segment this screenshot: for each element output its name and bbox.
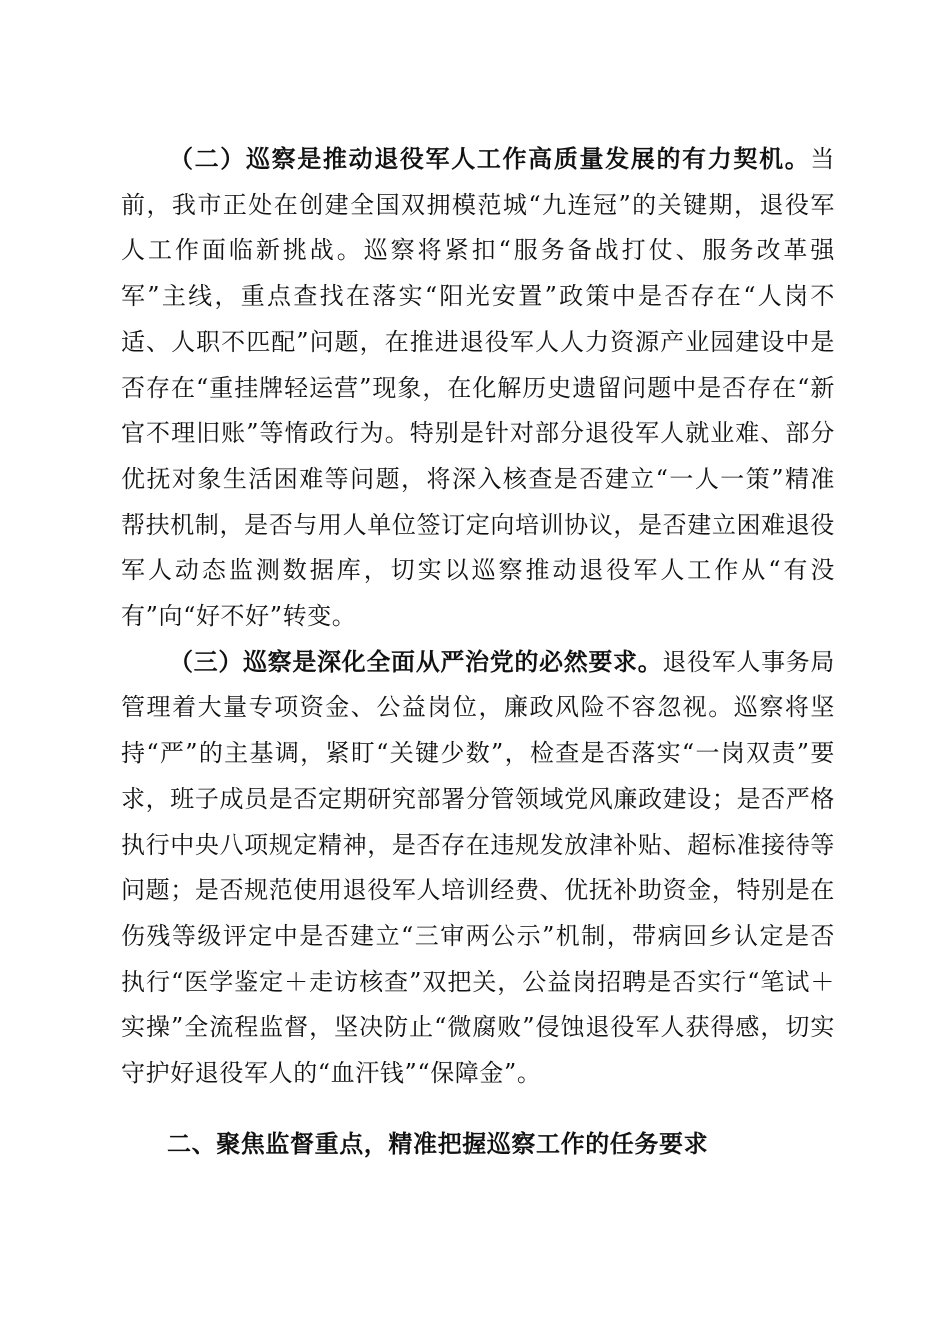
paragraph-2-body: 当前，我市正处在创建全国双拥模范城“九连冠”的关键期，退役军人工作面临新挑战。巡察将紧扣“服务备战打仗、服务改革强军”主线，重点查找在落实“阳光安置”政策中是否存在“人岗不适、人职不匹配”问题，在推进退役军人人力资源产业园建设中是否存在“重挂牌轻运营”现象，在化解历史遗留问题中是否存在“新官不理旧账”等惰政行为。特别是针对部分退役军人就业难、部分优抚对象生活困难等问题，将深入核查是否建立“一人一策”精准帮扶机制，是否与用人单位签订定向培训协议，是否建立困难退役军人动态监测数据库，切实以巡察推动退役军人工作从“有没有”向“好不好”转变。 (121, 145, 835, 631)
document-body (121, 137, 835, 1097)
paragraph-3-lead: （三）巡察是深化全面从严治党的必然要求。 (169, 647, 663, 676)
section-heading: 二、聚焦监督重点，精准把握巡察工作的任务要求 (167, 1130, 709, 1158)
paragraph-3-body: 退役军人事务局管理着大量专项资金、公益岗位，廉政风险不容忽视。巡察将坚持“严”的主基调，紧盯“关键少数”，检查是否落实“一岗双责”要求，班子成员是否定期研究部署分管领域党风廉政建设；是否严格执行中央八项规定精神，是否存在违规发放津补贴、超标准接待等问题；是否规范使用退役军人培训经费、优抚补助资金，特别是在伤残等级评定中是否建立“三审两公示”机制，带病回乡认定是否执行“医学鉴定＋走访核查”双把关，公益岗招聘是否实行“笔试＋实操”全流程监督，坚决防止“微腐败”侵蚀退役军人获得感，切实守护好退役军人的“血汗钱”“保障金”。 (121, 647, 836, 1088)
paragraph-2 (121, 137, 835, 640)
paragraph-3 (121, 640, 835, 1097)
paragraph-2-lead: （二）巡察是推动退役军人工作高质量发展的有力契机。 (169, 145, 811, 173)
